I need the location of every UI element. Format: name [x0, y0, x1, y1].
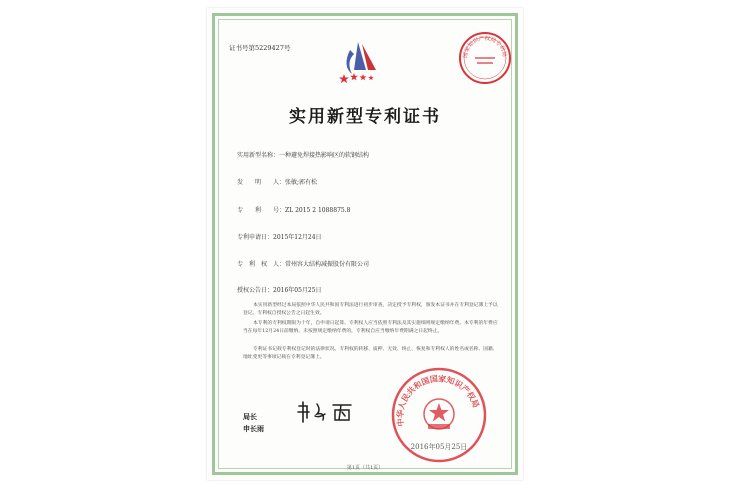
field-utility-model-name: 实用新型名称：一种避免焊接热影响区的软钢结构	[237, 152, 370, 159]
top-seal-stamp	[457, 30, 513, 86]
field-patent-number: 专 利 号：ZL 2015 2 1088875.8	[237, 207, 351, 214]
page-title: 实用新型专利证书	[289, 107, 441, 127]
director-title: 局长	[243, 412, 257, 421]
big-seal-text: 中华人民共和国国家知识产权局	[394, 373, 482, 428]
paragraph-2: 本专利的专利权期限为十年，自申请日起算。专利权人应当依照专利法及其实施细则规定缴纳年费。本专利的年费应当在每年12月24日前缴纳。未按照规定缴纳年费的，专利权自应当缴纳年费期满之日起终止。	[243, 321, 498, 334]
paragraph-1: 本实用新型经过本局依照中华人民共和国专利法进行初步审查，决定授予专利权，颁发本证书并在专利登记簿上予以登记。专利权自授权公告之日起生效。	[243, 303, 498, 316]
seal-date: 2016年05月25日	[410, 443, 468, 451]
field-inventor: 发 明 人：张敏;郭有松	[237, 179, 318, 186]
certificate-number: 证书号第5229427号	[229, 44, 291, 52]
director-signature	[295, 400, 357, 424]
paragraph-3: 专利证书记载专利权登记时的法律状况。专利权的转移、质押、无效、终止、恢复和专利权人的姓名或名称、国籍、地址变更等事项记载在专利登记簿上。	[243, 347, 498, 360]
field-patentee: 专 利 权 人：常州容大结构减振股份有限公司	[237, 261, 370, 268]
page-footer: 第1页（共1页）	[346, 465, 384, 471]
field-application-date: 专利申请日：2015年12月24日	[237, 234, 322, 241]
director-name: 申长雨	[243, 424, 264, 433]
official-seal-stamp	[390, 366, 488, 464]
cnipa-emblem-icon	[336, 40, 382, 84]
top-seal-text: 国家知识产权局专利局	[462, 35, 508, 59]
svg-text:国家知识产权局专利局	[461, 34, 509, 59]
certificate-sheet	[207, 8, 523, 480]
field-grant-date: 授权公告日：2016年05月25日	[237, 287, 322, 294]
